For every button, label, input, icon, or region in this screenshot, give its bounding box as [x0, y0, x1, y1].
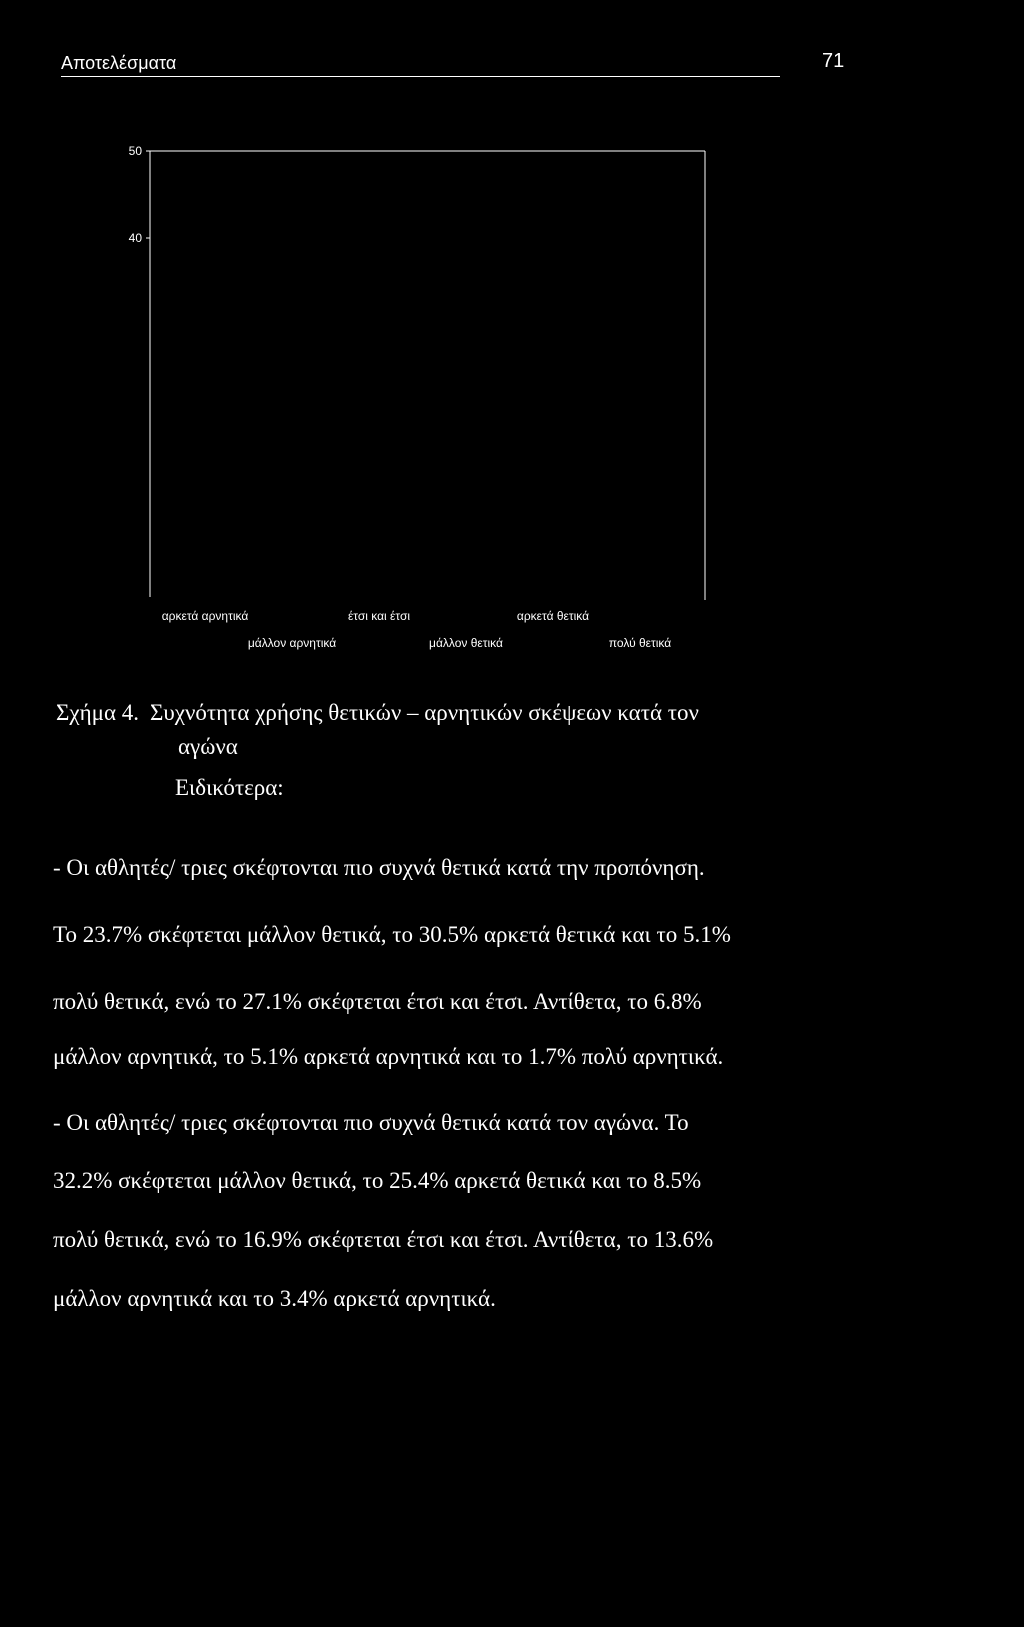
page-number: 71 — [822, 50, 845, 72]
figure-caption — [56, 696, 856, 764]
paragraph-competition — [53, 1110, 853, 1310]
x-tick-label: μάλλον αρνητικά — [247, 636, 337, 650]
text-line: 32.2% σκέφτεται μάλλον θετικά, το 25.4% αρκετά θετικά και το 8.5% — [53, 1168, 702, 1193]
bar-chart — [0, 0, 1024, 680]
y-tick-label-50: 50 — [128, 144, 142, 158]
text-line: πολύ θετικά, ενώ το 16.9% σκέφτεται έτσι και έτσι. Αντίθετα, το 13.6% — [53, 1227, 714, 1252]
section-subheading: Ειδικότερα: — [175, 775, 284, 800]
running-header-title: Αποτελέσματα — [61, 53, 177, 73]
caption-text-continued: αγώνα — [178, 734, 238, 759]
text-line: Το 23.7% σκέφτεται μάλλον θετικά, το 30.5% αρκετά θετικά και το 5.1% — [53, 922, 731, 947]
caption-label: Σχήμα 4. — [56, 700, 140, 725]
text-line: - Οι αθλητές/ τριες σκέφτονται πιο συχνά θετικά κατά τον αγώνα. Το — [53, 1110, 689, 1135]
paragraph-training — [53, 855, 853, 1069]
text-line: πολύ θετικά, ενώ το 27.1% σκέφτεται έτσι και έτσι. Αντίθετα, το 6.8% — [53, 989, 702, 1014]
text-line: - Οι αθλητές/ τριες σκέφτονται πιο συχνά θετικά κατά την προπόνηση. — [53, 855, 705, 880]
text-line: μάλλον αρνητικά, το 5.1% αρκετά αρνητικά και το 1.7% πολύ αρνητικά. — [53, 1044, 724, 1069]
x-tick-label: έτσι και έτσι — [347, 609, 411, 623]
x-tick-label: αρκετά αρνητικά — [161, 609, 249, 623]
y-tick-label-40: 40 — [128, 231, 142, 245]
x-tick-label: μάλλον θετικά — [429, 636, 503, 650]
x-tick-label: αρκετά θετικά — [516, 609, 590, 623]
x-tick-label: πολύ θετικά — [608, 636, 672, 650]
text-line: μάλλον αρνητικά και το 3.4% αρκετά αρνητικά. — [53, 1286, 496, 1311]
caption-text: Συχνότητα χρήσης θετικών – αρνητικών σκέψεων κατά τον — [150, 700, 699, 725]
